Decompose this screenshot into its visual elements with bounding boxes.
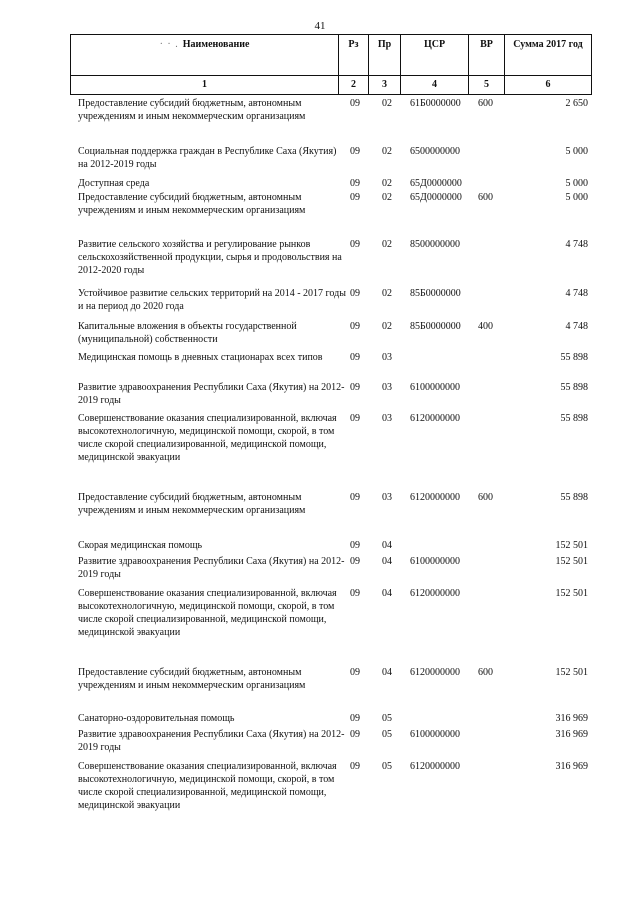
row-name: Санаторно-оздоровительная помощь — [78, 713, 235, 724]
row-name: Развитие здравоохранения Республики Саха (Якутия) на 2012-2019 годы — [78, 729, 345, 753]
row-csr: 61Б0000000 — [410, 98, 461, 109]
row-pr: 02 — [382, 239, 392, 250]
row-name: Развитие здравоохранения Республики Саха (Якутия) на 2012-2019 годы — [78, 556, 345, 580]
row-sum: 4 748 — [565, 288, 588, 299]
row-csr: 6120000000 — [410, 413, 460, 424]
header-sum: Сумма 2017 год — [513, 39, 583, 50]
row-pr: 03 — [382, 492, 392, 503]
header-name-label: Наименование — [182, 39, 250, 50]
row-pr: 03 — [382, 382, 392, 393]
row-vr: 600 — [478, 667, 493, 678]
row-rz: 09 — [350, 540, 360, 551]
header-pr: Пр — [377, 39, 392, 50]
row-name: Совершенствование оказания специализированной, включая высокотехнологичную, медицинской помощи, скорой, в том числе скорой специализированной, медицинской помощи, медицинской эвакуации — [78, 413, 337, 463]
row-vr: 600 — [478, 492, 493, 503]
row-rz: 09 — [350, 729, 360, 740]
row-pr: 04 — [382, 588, 392, 599]
row-rz: 09 — [350, 492, 360, 503]
header-rz: Рз — [348, 39, 359, 50]
row-csr: 6120000000 — [410, 588, 460, 599]
row-rz: 09 — [350, 667, 360, 678]
header-dots: · · . — [159, 39, 179, 50]
header-num-1: 1 — [202, 79, 207, 90]
row-vr: 600 — [478, 192, 493, 203]
row-csr: 6120000000 — [410, 492, 460, 503]
row-pr: 02 — [382, 98, 392, 109]
row-name: Развитие здравоохранения Республики Саха (Якутия) на 2012-2019 годы — [78, 382, 345, 406]
row-pr: 04 — [382, 540, 392, 551]
row-name: Устойчивое развитие сельских территорий на 2014 - 2017 годы и на период до 2020 года — [78, 288, 346, 312]
row-sum: 152 501 — [555, 556, 588, 567]
header-csr: ЦСР — [423, 39, 446, 50]
row-rz: 09 — [350, 192, 360, 203]
row-rz: 09 — [350, 288, 360, 299]
row-pr: 03 — [382, 413, 392, 424]
row-rz: 09 — [350, 98, 360, 109]
row-pr: 04 — [382, 667, 392, 678]
row-vr: 400 — [478, 321, 493, 332]
row-name: Медицинская помощь в дневных стационарах всех типов — [78, 352, 323, 363]
row-rz: 09 — [350, 761, 360, 772]
row-sum: 2 650 — [565, 98, 588, 109]
row-csr: 6100000000 — [410, 729, 460, 740]
row-vr: 600 — [478, 98, 493, 109]
row-csr: 85Б0000000 — [410, 288, 461, 299]
row-sum: 152 501 — [555, 667, 588, 678]
page-number: 41 — [314, 20, 326, 32]
row-name: Совершенствование оказания специализированной, включая высокотехнологичную, медицинской помощи, скорой, в том числе скорой специализированной, медицинской помощи, медицинской эвакуации — [78, 588, 337, 638]
header-num-2: 2 — [351, 79, 356, 90]
row-csr: 65Д0000000 — [410, 192, 462, 203]
row-sum: 5 000 — [565, 146, 588, 157]
row-rz: 09 — [350, 588, 360, 599]
row-pr: 05 — [382, 761, 392, 772]
row-sum: 4 748 — [565, 239, 588, 250]
row-rz: 09 — [350, 382, 360, 393]
row-sum: 152 501 — [555, 540, 588, 551]
row-pr: 02 — [382, 178, 392, 189]
row-rz: 09 — [350, 556, 360, 567]
row-pr: 05 — [382, 729, 392, 740]
row-name: Предоставление субсидий бюджетным, автономным учреждениям и иным некоммерческим организациям — [78, 98, 306, 122]
header-num-5: 5 — [484, 79, 489, 90]
row-sum: 316 969 — [555, 761, 588, 772]
row-name: Предоставление субсидий бюджетным, автономным учреждениям и иным некоммерческим организациям — [78, 492, 306, 516]
row-rz: 09 — [350, 413, 360, 424]
header-num-4: 4 — [432, 79, 437, 90]
row-name: Скорая медицинская помощь — [78, 540, 203, 551]
row-sum: 5 000 — [565, 178, 588, 189]
row-name: Предоставление субсидий бюджетным, автономным учреждениям и иным некоммерческим организациям — [78, 667, 306, 691]
row-csr: 6100000000 — [410, 382, 460, 393]
row-pr: 02 — [382, 321, 392, 332]
row-sum: 5 000 — [565, 192, 588, 203]
row-csr: 6120000000 — [410, 667, 460, 678]
row-pr: 02 — [382, 288, 392, 299]
row-name: Предоставление субсидий бюджетным, автономным учреждениям и иным некоммерческим организациям — [78, 192, 306, 216]
row-sum: 316 969 — [555, 729, 588, 740]
row-pr: 03 — [382, 352, 392, 363]
header-vr: ВР — [480, 39, 493, 50]
row-rz: 09 — [350, 352, 360, 363]
row-sum: 55 898 — [560, 352, 588, 363]
row-rz: 09 — [350, 146, 360, 157]
row-pr: 02 — [382, 192, 392, 203]
row-pr: 05 — [382, 713, 392, 724]
row-rz: 09 — [350, 713, 360, 724]
header-num-6: 6 — [545, 79, 551, 90]
row-sum: 55 898 — [560, 492, 588, 503]
row-csr: 6500000000 — [410, 146, 460, 157]
row-name: Совершенствование оказания специализированной, включая высокотехнологичную, медицинской помощи, скорой, в том числе скорой специализированной, медицинской помощи, медицинской эвакуации — [78, 761, 337, 811]
row-sum: 4 748 — [565, 321, 588, 332]
row-sum: 152 501 — [555, 588, 588, 599]
row-name: Развитие сельского хозяйства и регулирование рынков сельскохозяйственной продукции, сырья и продовольствия на 2012-2020 годы — [78, 239, 342, 276]
row-sum: 55 898 — [560, 413, 588, 424]
row-rz: 09 — [350, 321, 360, 332]
row-csr: 6120000000 — [410, 761, 460, 772]
header-num-3: 3 — [382, 79, 387, 90]
row-rz: 09 — [350, 178, 360, 189]
row-name: Социальная поддержка граждан в Республике Саха (Якутия) на 2012-2019 годы — [78, 146, 337, 170]
row-csr: 8500000000 — [410, 239, 460, 250]
row-pr: 02 — [382, 146, 392, 157]
row-csr: 65Д0000000 — [410, 178, 462, 189]
row-pr: 04 — [382, 556, 392, 567]
row-sum: 55 898 — [560, 382, 588, 393]
row-rz: 09 — [350, 239, 360, 250]
row-csr: 85Б0000000 — [410, 321, 461, 332]
row-csr: 6100000000 — [410, 556, 460, 567]
row-name: Доступная среда — [78, 178, 150, 189]
row-sum: 316 969 — [555, 713, 588, 724]
row-name: Капитальные вложения в объекты государственной (муниципальной) собственности — [78, 321, 297, 345]
